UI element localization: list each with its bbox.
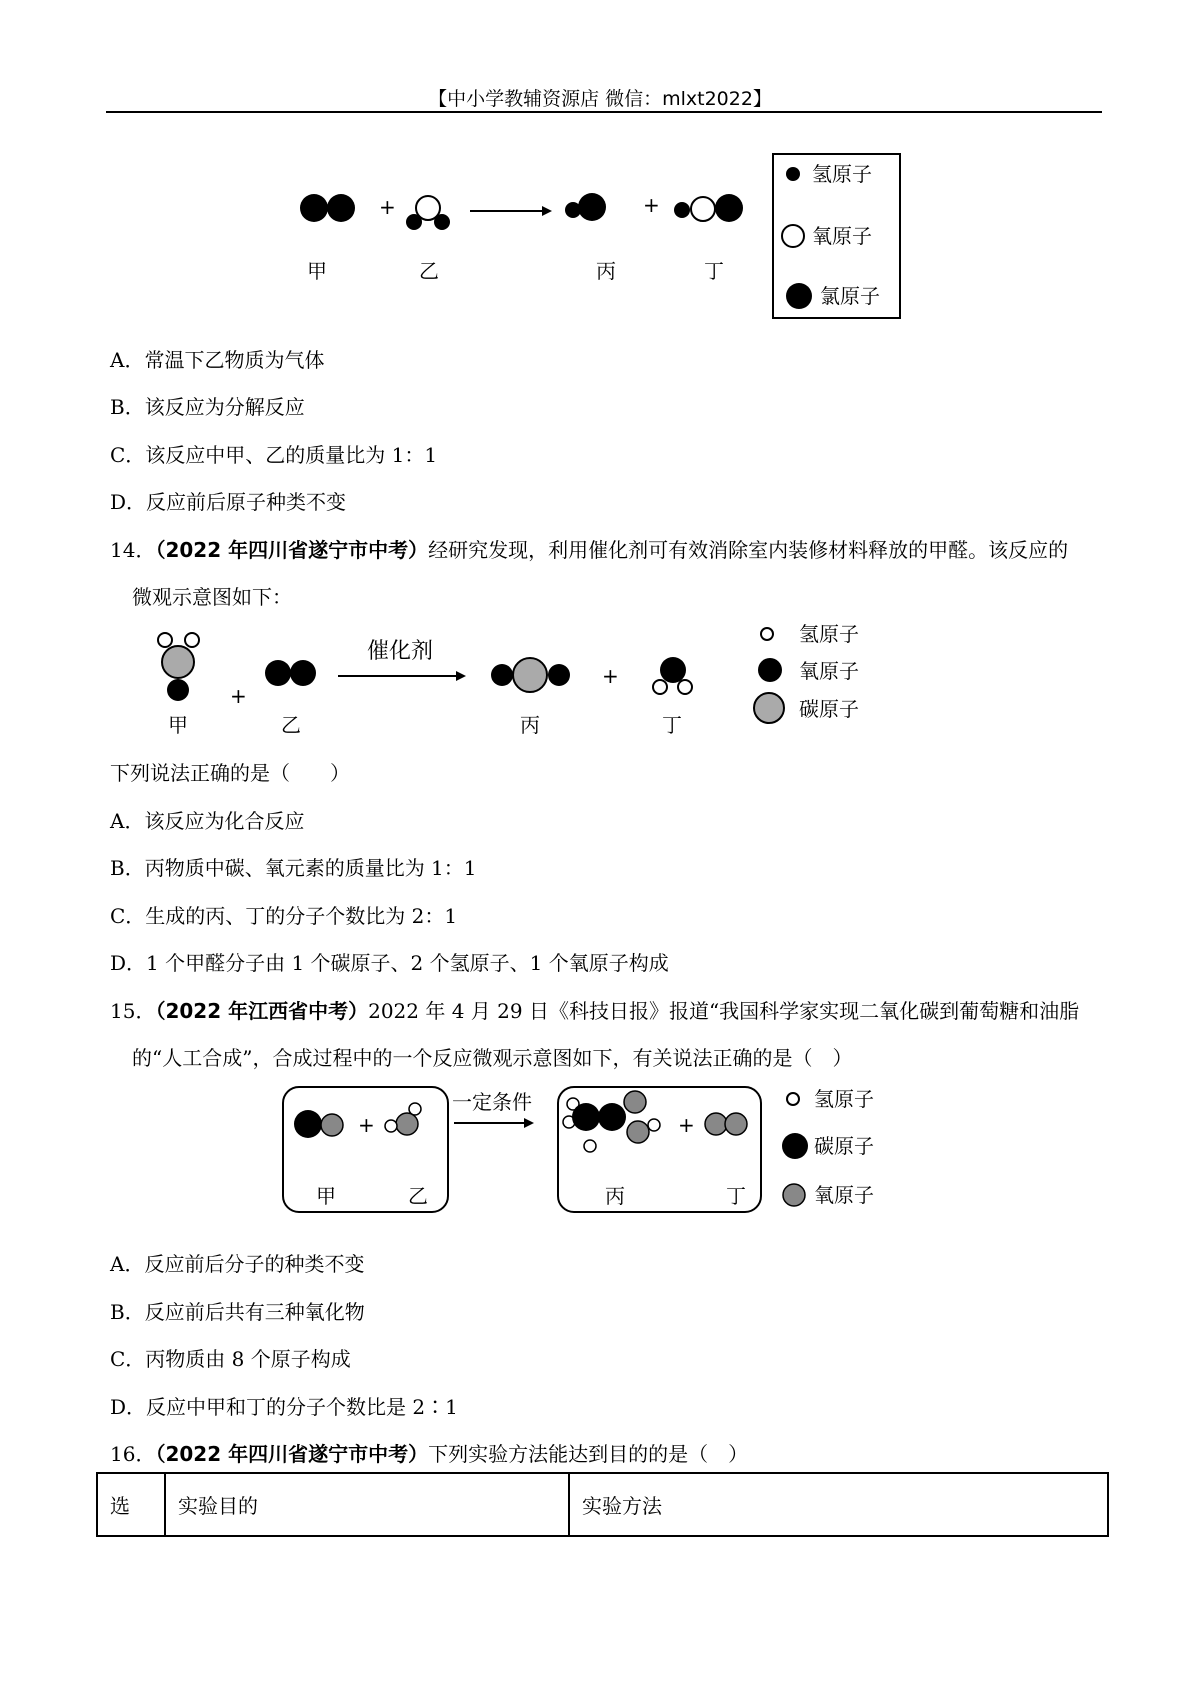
q14-label-yi: 乙 [281, 713, 301, 737]
q16-stem [110, 1438, 748, 1467]
q15-number: 15． [110, 999, 156, 1023]
q14-stem-text: 经研究发现，利用催化剂可有效消除室内装修材料释放的甲醛。该反应的 [428, 538, 1069, 562]
q15-legend-oxygen-icon [783, 1184, 805, 1206]
q13-legend-chlorine-icon [786, 283, 812, 309]
q14-plus-2: + [602, 664, 619, 688]
q14-stem-line2: 微观示意图如下： [132, 585, 292, 609]
q15-stem-line2: 的“人工合成”，合成过程中的一个反应微观示意图如下，有关说法正确的是（ ） [132, 1046, 853, 1070]
q15-legend-oxygen: 氧原子 [814, 1183, 874, 1207]
q14-source: （2022 年四川省遂宁市中考） [155, 538, 429, 562]
q15-stem-text: 2022 年 4 月 29 日《科技日报》报道“我国科学家实现二氧化碳到葡萄糖和油脂 [368, 999, 1080, 1023]
q16-stem-text: 下列实验方法能达到目的的是（ ） [428, 1442, 749, 1466]
q15-hydrogen-atom [648, 1119, 660, 1131]
q15-option-b: B．反应前后共有三种氧化物 [110, 1300, 365, 1324]
q13-plus-1: + [379, 195, 396, 219]
q14-option-b: B．丙物质中碳、氧元素的质量比为 1：1 [110, 856, 477, 880]
q14-oxygen-atom [290, 660, 316, 686]
table-row [97, 1473, 1108, 1536]
q14-hydrogen-atom [185, 633, 199, 647]
q13-chlorine-atom [578, 193, 606, 221]
q15-carbon-atom [598, 1103, 626, 1131]
q14-option-c: C．生成的丙、丁的分子个数比为 2：1 [110, 904, 458, 928]
q13-reaction-diagram [290, 150, 910, 325]
q15-oxygen-atom [705, 1113, 727, 1135]
q15-plus-1: + [358, 1113, 375, 1137]
q15-arrow-head [524, 1118, 534, 1128]
q14-label-ding: 丁 [662, 713, 682, 737]
q16-number: 16． [110, 1442, 156, 1466]
q14-catalyst-label: 催化剂 [366, 639, 434, 664]
q15-label-yi: 乙 [408, 1184, 428, 1208]
q15-hydrogen-atom [409, 1103, 421, 1115]
q15-carbon-atom [294, 1110, 322, 1138]
q15-legend-carbon-icon [782, 1133, 808, 1159]
q14-oxygen-atom [660, 657, 686, 683]
table-header-cell: 实验方法 [569, 1473, 1108, 1536]
q13-chlorine-atom [300, 194, 328, 222]
q14-plus-1: + [230, 684, 247, 708]
q13-option-c: C．该反应中甲、乙的质量比为 1：1 [110, 443, 438, 467]
q14-reaction-diagram [150, 620, 890, 740]
q13-label-jia: 甲 [307, 259, 327, 283]
table-header-cell: 选 [97, 1473, 165, 1536]
q16-table [96, 1472, 1109, 1537]
q14-option-d: D．1 个甲醛分子由 1 个碳原子、2 个氢原子、1 个氧原子构成 [110, 951, 669, 975]
q13-hydrogen-atom [674, 202, 690, 218]
q14-option-a: A．该反应为化合反应 [110, 809, 305, 833]
table-header-cell: 实验目的 [165, 1473, 569, 1536]
q13-chlorine-atom [327, 194, 355, 222]
q14-oxygen-atom [167, 679, 189, 701]
q15-hydrogen-atom [385, 1120, 397, 1132]
q13-legend-hydrogen-icon [786, 167, 800, 181]
q13-legend-oxygen-icon [782, 225, 804, 247]
q13-arrow-head [542, 206, 552, 216]
q13-option-b: B．该反应为分解反应 [110, 395, 305, 419]
q15-reaction-diagram [278, 1082, 898, 1217]
q14-legend-hydrogen: 氢原子 [799, 622, 859, 646]
q14-legend-oxygen: 氧原子 [799, 659, 859, 683]
q13-option-a: A．常温下乙物质为气体 [110, 348, 325, 372]
q13-oxygen-atom [691, 197, 715, 221]
q16-source: （2022 年四川省遂宁市中考） [155, 1442, 429, 1466]
q14-legend-carbon-icon [754, 693, 784, 723]
q13-label-ding: 丁 [704, 259, 724, 283]
q14-oxygen-atom [548, 664, 570, 686]
q13-plus-2: + [643, 193, 660, 217]
q14-arrow-head [456, 671, 466, 681]
q15-carbon-atom [572, 1103, 600, 1131]
q15-legend-hydrogen: 氢原子 [814, 1087, 874, 1111]
q13-legend-oxygen: 氧原子 [812, 224, 872, 248]
q14-hydrogen-atom [653, 680, 667, 694]
q13-label-yi: 乙 [419, 259, 439, 283]
q15-source: （2022 年江西省中考） [155, 999, 369, 1023]
q15-oxygen-atom [624, 1091, 646, 1113]
q15-label-bing: 丙 [605, 1184, 625, 1208]
q14-number: 14． [110, 538, 156, 562]
q15-legend-hydrogen-icon [787, 1093, 799, 1105]
q15-plus-2: + [678, 1113, 695, 1137]
q13-hydrogen-atom [406, 214, 422, 230]
q13-legend-hydrogen: 氢原子 [812, 162, 872, 186]
q15-label-ding: 丁 [726, 1184, 746, 1208]
q13-label-bing: 丙 [596, 259, 616, 283]
q15-label-jia: 甲 [316, 1184, 336, 1208]
q14-label-bing: 丙 [520, 713, 540, 737]
q14-prompt: 下列说法正确的是（ ） [110, 761, 350, 785]
q15-oxygen-atom [725, 1113, 747, 1135]
q14-legend-carbon: 碳原子 [799, 697, 859, 721]
q14-oxygen-atom [265, 660, 291, 686]
q14-legend-oxygen-icon [758, 658, 782, 682]
q14-hydrogen-atom [158, 633, 172, 647]
page-header: 【中小学教辅资源店 微信：mlxt2022】 [428, 88, 772, 110]
q13-hydrogen-atom [434, 214, 450, 230]
q15-hydrogen-atom [584, 1140, 596, 1152]
q13-legend-chlorine: 氯原子 [820, 284, 880, 308]
q15-option-d: D．反应中甲和丁的分子个数比是 2∶1 [110, 1395, 458, 1419]
q15-oxygen-atom [627, 1121, 649, 1143]
q15-option-a: A．反应前后分子的种类不变 [110, 1252, 365, 1276]
q13-option-d: D．反应前后原子种类不变 [110, 490, 347, 514]
q14-hydrogen-atom [678, 680, 692, 694]
q14-oxygen-atom [491, 664, 513, 686]
q14-label-jia: 甲 [168, 713, 188, 737]
q15-stem-line1 [110, 995, 1079, 1024]
q14-stem-line1 [110, 534, 1068, 563]
q14-carbon-atom [513, 658, 547, 692]
q14-carbon-atom [162, 646, 194, 678]
header-rule [106, 111, 1102, 113]
q15-oxygen-atom [396, 1113, 418, 1135]
q15-condition-label: 一定条件 [452, 1090, 532, 1114]
q15-option-c: C．丙物质由 8 个原子构成 [110, 1347, 351, 1371]
q15-legend-carbon: 碳原子 [814, 1134, 874, 1158]
q15-oxygen-atom [321, 1114, 343, 1136]
q13-chlorine-atom [715, 194, 743, 222]
q14-legend-hydrogen-icon [761, 628, 773, 640]
